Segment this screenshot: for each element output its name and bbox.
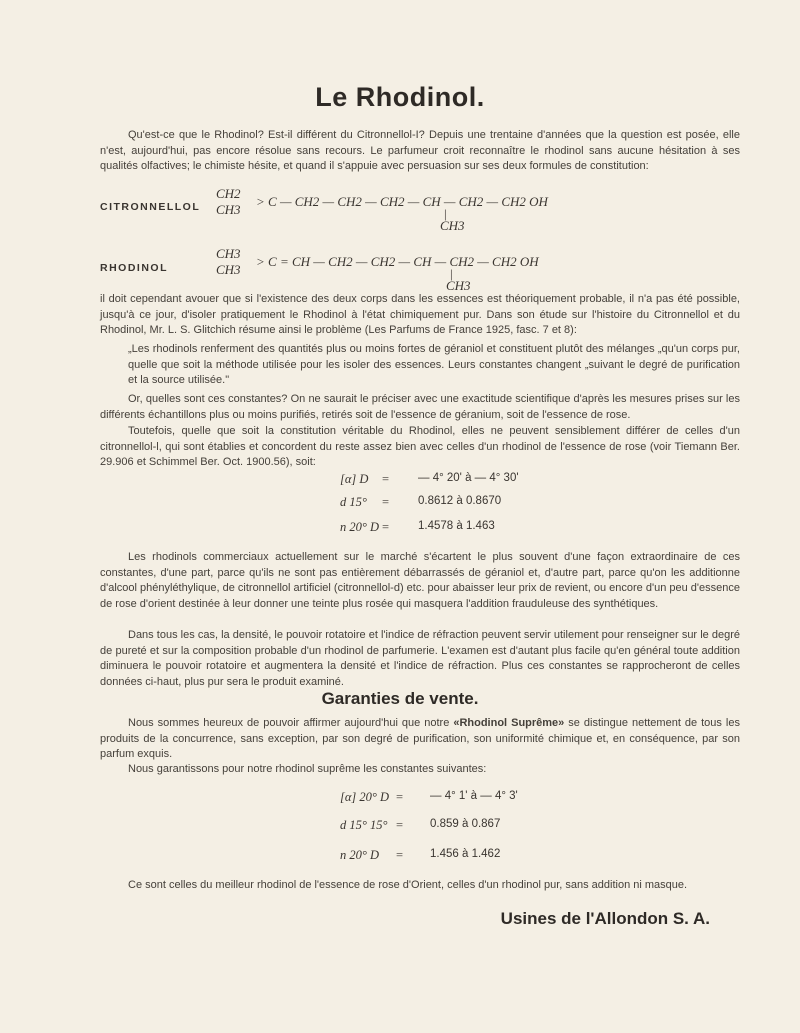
constant-equals: = — [396, 848, 404, 862]
signature: Usines de l'Allondon S. A. — [500, 909, 710, 928]
citronnellol-top-a: CH2 — [216, 186, 241, 201]
section-title: Garanties de vente. — [321, 689, 479, 708]
paragraph-6: Dans tous les cas, la densité, le pouvoir rotatoire et l'indice de réfraction peuvent servir utilement pour renseigner sur le degré de pureté et sur la composition probable d'un rhodinol de parfumerie. L'examen est d'autant plus facile qu'en général toute addition diminuera le pouvoir rotatoire et augmentera la densité et l'indice de réfraction. Plus ces constantes se rapprocheront de celles données ci-haut, plus pur sera le produit examiné. — [100, 629, 740, 688]
paragraph-7-start: Nous sommes heureux de pouvoir affirmer aujourd'hui que notre — [128, 717, 454, 729]
constant-symbol: n 20° D — [340, 848, 380, 862]
rhodinol-label: RHODINOL — [100, 262, 168, 274]
citronnellol-label: CITRONNELLOL — [100, 201, 201, 213]
constant-equals: = — [396, 818, 404, 832]
constant-symbol: [α] 20° D — [340, 790, 390, 804]
paragraph-7 — [100, 716, 740, 763]
page-title: Le Rhodinol. — [315, 82, 485, 112]
product-name: «Rhodinol Suprême» — [453, 717, 565, 729]
rhodinol-branch-bond: | — [450, 266, 453, 281]
rhodinol-top-a: CH3 — [216, 246, 241, 261]
citronnellol-chain: > C — CH2 — CH2 — CH2 — CH — CH2 — CH2 OH — [256, 194, 548, 209]
constant-value: 1.456 à 1.462 — [430, 848, 501, 860]
constant-symbol: n 20° D — [340, 520, 380, 534]
constant-value: 1.4578 à 1.463 — [418, 520, 495, 532]
constant-symbol: d 15° 15° — [340, 818, 388, 832]
citronnellol-branch-bond: | — [444, 206, 447, 221]
intro-paragraph: Qu'est-ce que le Rhodinol? Est-il différent du Citronnellol-I? Depuis une trentaine d'années que la question est posée, elle n'est, aujourd'hui, pas encore résolue sans recours. Le parfumeur croit reconnaître le rhodinol sans aucune hésitation à ses qualités olfactives; le chimiste hésite, et quand il s'appuie avec persuasion sur ses deux formules de constitution: — [100, 129, 740, 172]
constant-value: 0.8612 à 0.8670 — [418, 495, 502, 507]
paragraph-3: Or, quelles sont ces constantes? On ne saurait le préciser avec une exactitude scientifique d'après les mesures prises sur les différents échantillons plus ou moins purifiés, retirés soit de l'essence de géranium, soit de l'essence de rose. — [100, 393, 740, 421]
constant-symbol: d 15° — [340, 495, 367, 509]
constant-equals: = — [382, 520, 390, 534]
constant-equals: = — [382, 495, 390, 509]
paragraph-2: il doit cependant avouer que si l'existence des deux corps dans les essences est théoriquement probable, il n'a pas été possible, jusqu'à ce jour, d'isoler pratiquement le Rhodinol à l'état chimiquement pur. Dans son étude sur l'histoire du Citronnellol et du Rhodinol, Mr. L. S. Glitchich résume ainsi le problème (Les Parfums de France 1925, fasc. 7 et 8): — [100, 293, 740, 336]
paragraph-5: Les rhodinols commerciaux actuellement sur le marché s'écartent le plus souvent d'une façon extraordinaire de ces constantes, d'une part, parce qu'ils ne sont pas entièrement débarrassés de géraniol et, d'autre part, parce qu'on les additionne d'alcool phényléthylique, de citronnellol artificiel (citronnellol-d) etc. pour abaisser leur prix de revient, ou encore d'un peu d'essence de rose d'orient destinée à leur donner une teinte plus rosée qui masquera l'addition frauduleuse des synthétiques. — [100, 551, 740, 610]
paragraph-8: Nous garantissons pour notre rhodinol suprême les constantes suivantes: — [128, 763, 487, 775]
quote-block: „Les rhodinols renferment des quantités plus ou moins fortes de géraniol et constituent plutôt des mélanges „qu'un corps pur, quelle que soit la méthode utilisée pour les isoler des essences. Leurs constantes changent „suivant le degré de purification et la source utilisée." — [128, 343, 740, 386]
constant-value: — 4° 1' à — 4° 3' — [430, 790, 518, 802]
constant-equals: = — [382, 472, 390, 486]
constant-value: 0.859 à 0.867 — [430, 818, 501, 830]
citronnellol-top-b: CH3 — [216, 202, 241, 217]
constant-symbol: [α] D — [340, 472, 369, 486]
constant-value: — 4° 20' à — 4° 30' — [418, 472, 519, 484]
rhodinol-top-b: CH3 — [216, 262, 241, 277]
rhodinol-chain: > C = CH — CH2 — CH2 — CH — CH2 — CH2 OH — [256, 254, 539, 269]
paragraph-4: Toutefois, quelle que soit la constitution véritable du Rhodinol, elles ne peuvent sensiblement différer de celles d'un citronnellol-l, qui sont établies et concordent du reste assez bien avec celles d'un rhodinol de l'essence de rose (voir Tiemann Ber. 29.906 et Schimmel Ber. Oct. 1900.56), soit: — [100, 425, 740, 468]
citronnellol-branch: CH3 — [440, 218, 465, 233]
paragraph-9: Ce sont celles du meilleur rhodinol de l'essence de rose d'Orient, celles d'un rhodinol pur, sans addition ni masque. — [128, 879, 688, 891]
rhodinol-branch: CH3 — [446, 278, 471, 293]
paragraph-7-end: se distingue nettement de tous les produits de la concurrence, sans exception, par son degré de purification, son uniformité chimique et, en conséquence, par son parfum exquis. — [100, 717, 740, 760]
constant-equals: = — [396, 790, 404, 804]
